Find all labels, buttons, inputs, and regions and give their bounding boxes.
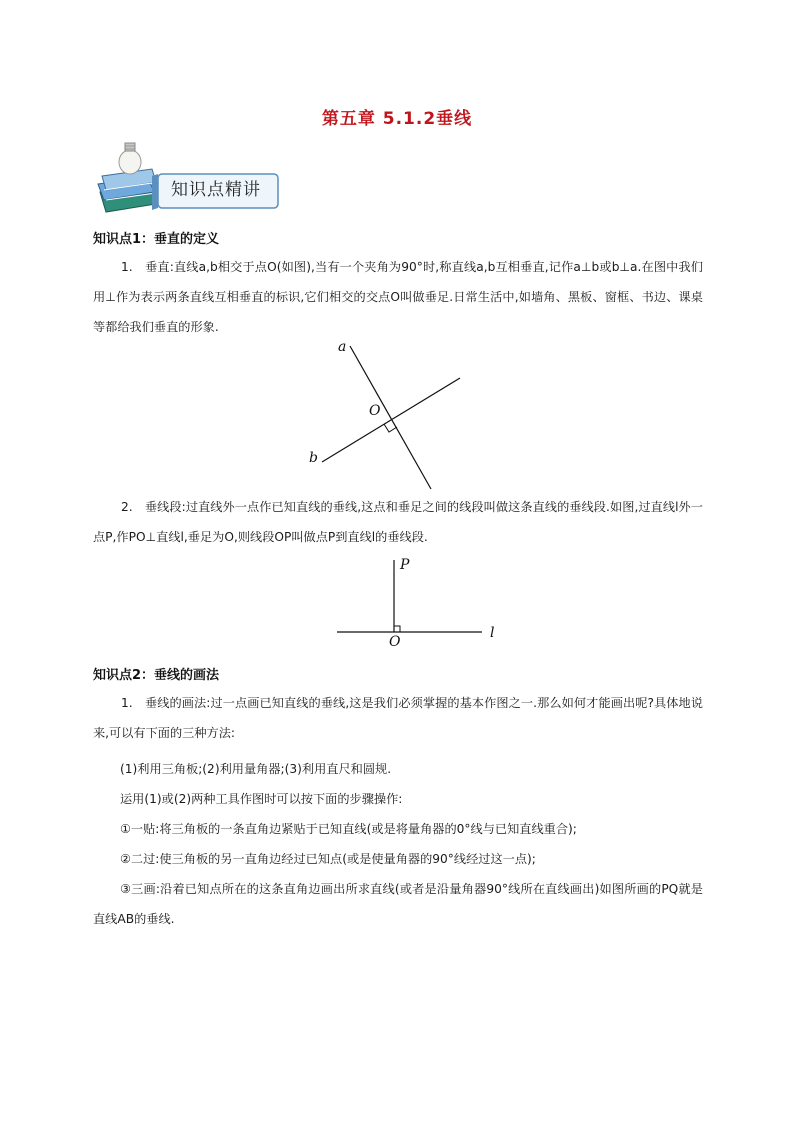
figure-perpendicular-segment xyxy=(330,556,510,651)
figure-perpendicular-lines xyxy=(300,336,480,496)
section1-item1-text: 1. 垂直:直线a,b相交于点O(如图),当有一个夹角为90°时,称直线a,b互相垂直,记作a⊥b或b⊥a.在图中我们用⊥作为表示两条直线互相垂直的标识,它们相交的交点O叫做垂足.日常生活中,如墙角、黑板、窗框、书边、课桌等都给我们垂直的形象. xyxy=(93,260,703,334)
line-b xyxy=(322,378,460,462)
label-o: O xyxy=(369,403,381,419)
section2-item1-text: 1. 垂线的画法:过一点画已知直线的垂线,这是我们必须掌握的基本作图之一.那么如何才能画出呢?具体地说来,可以有下面的三种方法: xyxy=(93,696,703,740)
page-title: 第五章 5.1.2垂线 xyxy=(321,109,473,129)
label-o: O xyxy=(389,634,401,650)
label-a: a xyxy=(338,339,347,355)
section2-methods: (1)利用三角板;(2)利用量角器;(3)利用直尺和圆规. xyxy=(120,762,392,776)
banner-label: 知识点精讲 xyxy=(171,180,261,200)
section1-heading: 知识点1：垂直的定义 xyxy=(93,232,220,247)
section2-step2: ②二过:使三角板的另一直角边经过已知点(或是使量角器的90°线经过这一点); xyxy=(120,852,536,866)
line-a xyxy=(350,346,431,489)
section2-steps-intro: 运用(1)或(2)两种工具作图时可以按下面的步骤操作: xyxy=(120,792,403,806)
right-angle-mark xyxy=(394,626,400,632)
label-p: P xyxy=(400,557,410,573)
label-b: b xyxy=(309,450,318,466)
section2-heading: 知识点2：垂线的画法 xyxy=(93,668,220,683)
label-l: l xyxy=(490,625,495,641)
section2-step1: ①一贴:将三角板的一条直角边紧贴于已知直线(或是将量角器的0°线与已知直线重合); xyxy=(120,822,577,836)
section1-item2-text: 2. 垂线段:过直线外一点作已知直线的垂线,这点和垂足之间的线段叫做这条直线的垂线段.如图,过直线l外一点P,作PO⊥直线l,垂足为O,则线段OP叫做点P到直线l的垂线段. xyxy=(93,500,703,544)
section2-step3: ③三画:沿着已知点所在的这条直角边画出所求直线(或者是沿量角器90°线所在直线画出)如图所画的PQ就是直线AB的垂线. xyxy=(93,882,703,926)
